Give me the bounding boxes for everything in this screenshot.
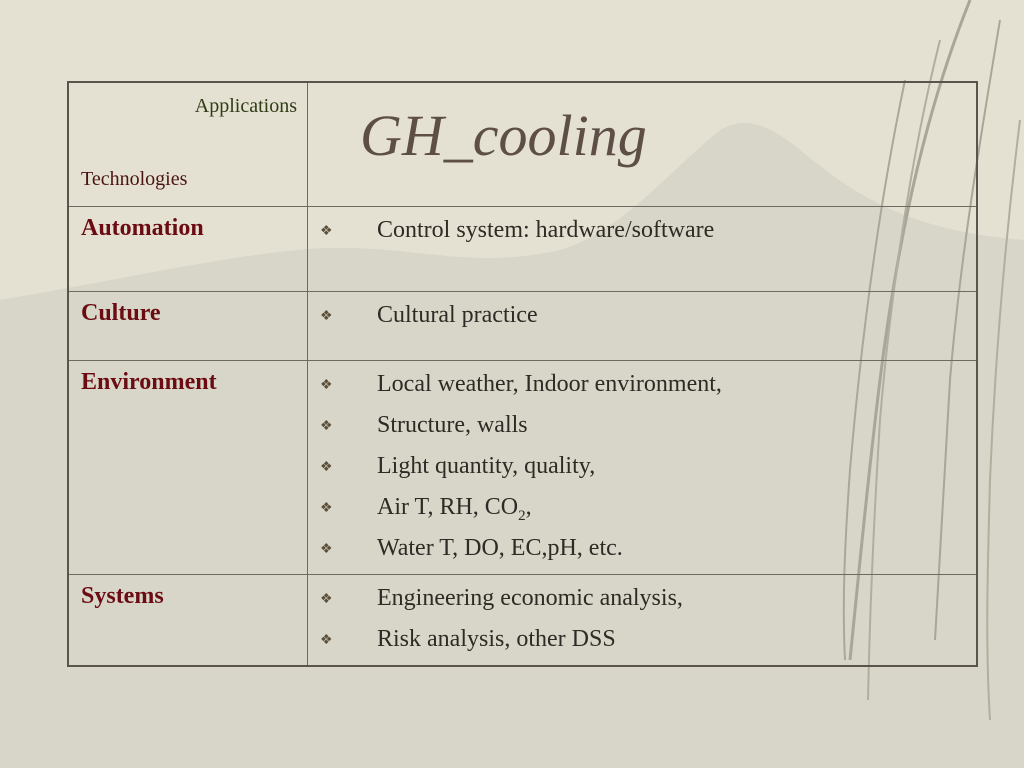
category-label-culture: Culture xyxy=(81,300,161,326)
list-item-text: Control system: hardware/software xyxy=(377,217,715,243)
table-header-row xyxy=(68,82,977,207)
slide-title: GH_cooling xyxy=(360,103,647,168)
diamond-flower-bullet-icon: ❖ xyxy=(320,592,333,607)
list-item xyxy=(308,369,976,410)
category-label-environment: Environment xyxy=(81,369,217,395)
technology-application-table xyxy=(67,81,978,667)
diamond-flower-bullet-icon: ❖ xyxy=(320,309,333,324)
co2-subscript: 2 xyxy=(518,507,526,524)
diamond-flower-bullet-icon: ❖ xyxy=(320,378,333,393)
list-item xyxy=(308,300,976,341)
category-cell xyxy=(68,292,308,361)
list-item-text xyxy=(377,492,532,522)
list-item-text: Risk analysis, other DSS xyxy=(377,626,616,652)
diamond-flower-bullet-icon: ❖ xyxy=(320,224,333,239)
list-item-text: Light quantity, quality, xyxy=(377,453,596,479)
list-item-text: Water T, DO, EC,pH, etc. xyxy=(377,535,623,561)
header-diagonal-cell xyxy=(68,82,308,207)
title-cell xyxy=(308,82,978,207)
list-item xyxy=(308,583,976,624)
table-row-systems xyxy=(68,575,977,667)
co2-text: Air T, RH, CO xyxy=(377,494,519,520)
list-item xyxy=(308,533,976,574)
category-label-systems: Systems xyxy=(81,583,164,609)
diamond-flower-bullet-icon: ❖ xyxy=(320,419,333,434)
list-item xyxy=(308,492,976,533)
list-item-text: Engineering economic analysis, xyxy=(377,585,683,611)
table-row-automation xyxy=(68,207,977,292)
category-cell xyxy=(68,575,308,667)
list-item-text: Structure, walls xyxy=(377,412,528,438)
table-row-culture xyxy=(68,292,977,361)
list-item-text: Local weather, Indoor environment, xyxy=(377,371,722,397)
items-cell xyxy=(308,361,978,575)
table-row-environment xyxy=(68,361,977,575)
list-item xyxy=(308,410,976,451)
category-cell xyxy=(68,361,308,575)
diamond-flower-bullet-icon: ❖ xyxy=(320,542,333,557)
diamond-flower-bullet-icon: ❖ xyxy=(320,460,333,475)
items-cell xyxy=(308,292,978,361)
items-cell xyxy=(308,207,978,292)
category-cell xyxy=(68,207,308,292)
list-item xyxy=(308,451,976,492)
technologies-header-label: Technologies xyxy=(81,168,188,190)
co2-suffix: , xyxy=(525,494,532,520)
list-item-text: Cultural practice xyxy=(377,302,538,328)
diamond-flower-bullet-icon: ❖ xyxy=(320,633,333,648)
list-item xyxy=(308,215,976,256)
items-cell xyxy=(308,575,978,667)
list-item xyxy=(308,624,976,665)
category-label-automation: Automation xyxy=(81,215,204,241)
applications-header-label: Applications xyxy=(194,95,297,117)
diamond-flower-bullet-icon: ❖ xyxy=(320,501,333,516)
